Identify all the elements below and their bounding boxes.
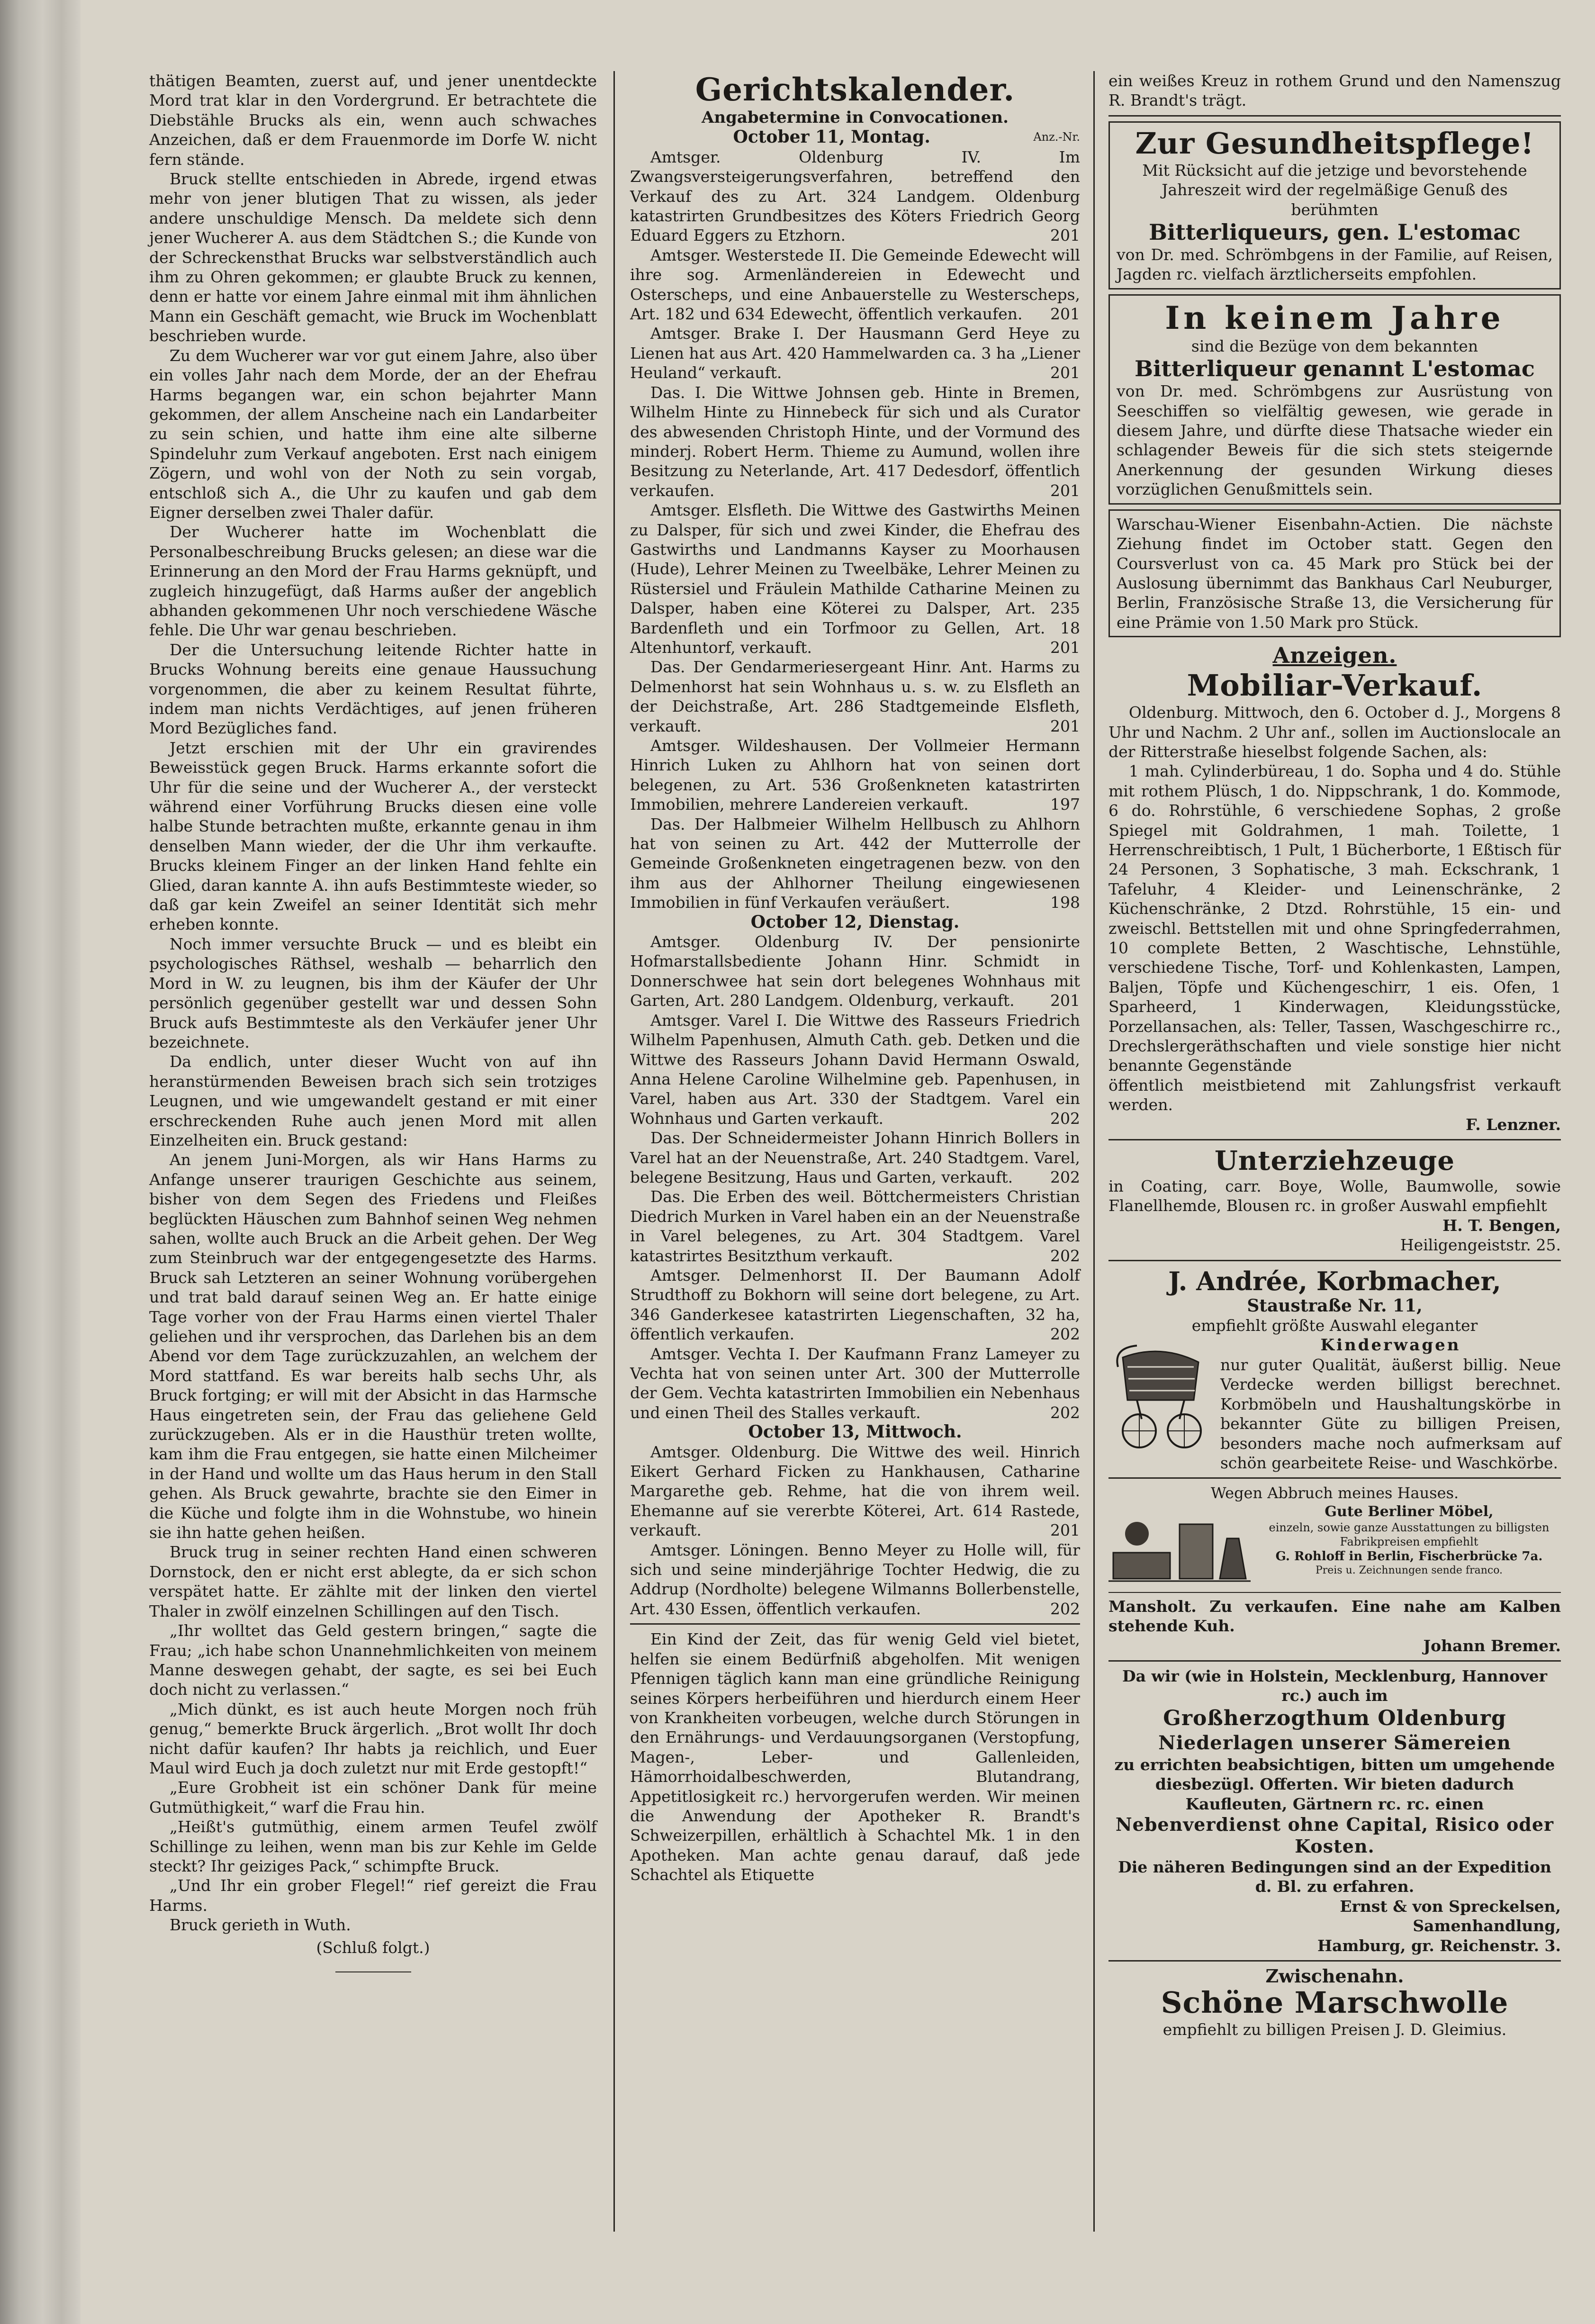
ad-gesundheitspflege	[1108, 121, 1561, 289]
ad-items: 1 mah. Cylinderbüreau, 1 do. Sopha und 4 do. Stühle mit rothem Plüsch, 1 do. Nippschrank, 1 do. Kommode, 6 do. Rohrstühle, 6 verschiedene Sophas, 2 große Spiegel mit Goldrahmen, 1 mah. Toilette, 1 Herrenschreibtisch, 1 Pult, 1 Bücherborte, 1 Eßtisch für 24 Personen, 3 Sophatische, 3 mah. Eckschrank, 1 Tafeluhr, 4 Kleider- und Leinenschränke, 2 Küchenschränke, 2 Dtzd. Rohrstühle, 15 ein- und zweischl. Bettstellen mit und ohne Springfederrahmen, 10 complete Betten, 2 Waschtische, Lehnstühle, verschiedene Tische, Torf- und Kohlenkasten, Lampen, Baljen, Töpfe und Küchengeschirr, 1 eis. Ofen, 1 Sparheerd, 1 Kinderwagen, Kleidungsstücke, Porzellansachen, als: Teller, Tassen, Waschgeschirre rc., Drechslergeräthschaften und viele sonstige hier nicht benannte Gegenstände	[1108, 762, 1561, 1075]
story-paragraph: „Mich dünkt, es ist auch heute Morgen noch früh genug,“ bemerkte Bruck ärgerlich. „Brot wollt Ihr doch nicht dafür kaufen? Ihr habts ja reichlich, und Euer Maul wird Euch ja doch zuletzt nur mit Erde gestopft!“	[149, 1700, 597, 1777]
story-paragraph: An jenem Juni-Morgen, als wir Hans Harms zu Anfange unserer traurigen Geschichte aus seinem, bisher von dem Segen des Friedens und Fleißes beglückten Häuschen zum Bahnhof seinen Weg nehmen sahen, wollte auch Bruck an die Arbeit gehen. Der Weg zum Steinbruch war der entgegengesetzte des Harms. Bruck sah Letzteren an seiner Wohnung vorübergehen und trat bald darauf seinen Weg an. Er hatte einige Tage vorher von der Frau Harms einen viertel Thaler geliehen und ihr versprochen, das Darlehen bis an dem Abend vor dem Tage zurückzuzahlen, an welchem der Mord stattfand. Es war bereits halb sechs Uhr, als Bruck fortging; er will mit der Absicht in das Harmsche Haus eingetreten sein, der Frau das geliehene Geld zurückzugeben. Als er in die Hausthür treten wollte, kam ihm die Frau entgegen, sie hatte einen Milcheimer in der Hand und wollte um das Haus herum in den Stall gehen. Als Bruck gewahrte, brachte sie den Eimer in die Küche und folgte ihm in die Wohnstube, wo hinein sie ihn hatte gehen heißen.	[149, 1150, 597, 1542]
calendar-subtitle: Angabetermine in Convocationen.	[702, 108, 1009, 127]
ad-text: nur guter Qualität, äußerst billig. Neue Verdecke werden billigst berechnet. Korbmöbeln und Haushaltungskörbe in bekannter Güte zu billigen Preisen, besonders mache noch aufmerksam auf schön gearbeitete Reise- und Waschkörbe.	[1220, 1355, 1561, 1472]
calendar-title: Gerichtskalender.	[695, 71, 1015, 108]
ad-title: Zur Gesundheitspflege!	[1135, 126, 1534, 161]
calendar-entry: Amtsger. Wildeshausen. Der Vollmeier Hermann Hinrich Luken zu Ahlhorn hat von seinen dort belegenen, zu Art. 536 Großenkneten katastrirten Immobilien, mehrere Landereien verkauft. 197	[630, 736, 1080, 814]
section-rule	[1108, 1477, 1561, 1479]
section-rule	[1108, 1139, 1561, 1140]
calendar-entry: Amtsger. Oldenburg IV. Im Zwangsversteigerungsverfahren, betreffend den Verkauf des zu Art. 324 Landgem. Oldenburg katastrirten Grundbesitzes des Köters Friedrich Georg Eduard Eggers zu Etzhorn. 201	[630, 147, 1080, 245]
calendar-entry: Das. Der Schneidermeister Johann Hinrich Bollers in Varel hat an der Neuenstraße, Art. 240 Stadtgem. Varel, belegene Besitzung, Haus und Garten, verkauft. 202	[630, 1129, 1080, 1186]
ad-title: Nebenverdienst ohne Capital, Risico oder Kosten.	[1115, 1814, 1554, 1857]
ad-title: Schöne Marschwolle	[1161, 1985, 1509, 2020]
calendar-entry: Amtsger. Westerstede II. Die Gemeinde Edewecht will ihre sog. Armenländereien in Edewecht und Osterscheps, und eine Anbauerstelle zu Westerscheps, Art. 182 und 634 Edewecht, öffentlich verkaufen. 201	[630, 245, 1080, 324]
section-rule	[1108, 1660, 1561, 1662]
ad-text: Preis u. Zeichnungen sende franco.	[1315, 1564, 1503, 1576]
story-paragraph: Der Wucherer hatte im Wochenblatt die Personalbeschreibung Brucks gelesen; an diese war die Erinnerung an den Mord der Frau Harms geknüpft, und zugleich hinzugefügt, daß Harms außer der angeblich abhanden gekommenen Uhr noch verschiedene Wäsche fehle. Die Uhr war genau beschrieben.	[149, 523, 597, 640]
column-rule	[613, 71, 615, 2232]
ad-text: von Dr. med. Schrömbgens in der Familie, auf Reisen, Jagden rc. vielfach ärztlicherseits empfohlen.	[1117, 245, 1553, 284]
column-story	[149, 71, 597, 1972]
brandt-continuation: ein weißes Kreuz in rothem Grund und den Namenszug R. Brandt's trägt.	[1108, 72, 1561, 110]
calendar-entry: Amtsger. Brake I. Der Hausmann Gerd Heye zu Lienen hat aus Art. 420 Hammelwarden ca. 3 ha „Liener Heuland“ verkauft. 201	[630, 324, 1080, 382]
calendar-entry: Amtsger. Elsfleth. Die Wittwe des Gastwirths Meinen zu Dalsper, für sich und zwei Kinder, die Ehefrau des Gastwirths und Landmanns Kayser zu Moorhausen (Hude), Lehrer Meinen zu Tweelbäke, Lehrer Meinen zu Rüstersiel und Fräulein Mathilde Catharine Meinen zu Dalsper, haben eine Köterei zu Dalsper, Art. 235 Bardenfleth und ein Torfmoor zu Gellen, Art. 18 Altenhuntorf, verkauft. 201	[630, 501, 1080, 657]
ad-product: Bitterliqueurs, gen. L'estomac	[1149, 219, 1521, 245]
day-heading: October 11, Montag. Anz.-Nr.	[733, 127, 1080, 147]
calendar-entry: Das. Der Gendarmeriesergeant Hinr. Ant. Harms zu Delmenhorst hat sein Wohnhaus u. s. w. zu Elsfleth an der Deichstraße, Art. 286 Stadtgemeinde Elsfleth, verkauft. 201	[630, 658, 1080, 735]
story-paragraph: Bruck stellte entschieden in Abrede, irgend etwas mehr von jener blutigen That zu wissen, als jeder andere unschuldige Mensch. Da meldete sich denn jener Wucherer A. aus dem Städtchen S.; die Kunde von der Schreckensthat Brucks war selbstverständlich auch ihm zu Ohren gekommen; er glaubte Bruck zu kennen, denn er hatte vor einem Jahre einmal mit ihm ähnlichen Mann ein Geschäft gemacht, wie Bruck im Wochenblatt beschrieben wurde.	[149, 170, 597, 345]
continued-note: (Schluß folgt.)	[316, 1938, 430, 1957]
ad-text: öffentlich meistbietend mit Zahlungsfrist verkauft werden.	[1108, 1076, 1561, 1114]
story-paragraph: „Eure Grobheit ist ein schöner Dank für meine Gutmüthigkeit,“ warf die Frau hin.	[149, 1778, 597, 1817]
ad-product: Bitterliqueur genannt L'estomac	[1135, 356, 1535, 382]
ad-signature: Ernst & von Spreckelsen,	[1340, 1897, 1561, 1916]
calendar-entry: Das. Der Halbmeier Wilhelm Hellbusch zu Ahlhorn hat von seinen zu Art. 442 der Mutterrolle der Gemeinde Großenkneten eingetragenen bezw. von den ihm aus der Ahlhorner Theilung eingewiesenen Immobilien in fünf Verkaufen veräußert. 198	[630, 814, 1080, 912]
section-rule	[1108, 1260, 1561, 1261]
ad-text: Mit Rücksicht auf die jetzige und bevorstehende Jahreszeit wird der regelmäßige Genuß des berühmten	[1142, 161, 1527, 219]
ad-text: von Dr. med. Schrömbgens zur Ausrüstung von Seeschiffen so vielfältig gewesen, wie gerade in diesem Jahre, und dürfte diese Thatsache wieder ein schlagender Beweis für die sich stets steigernde Anerkennung der gesunden Wirkung dieses vorzüglichen Genußmittels sein.	[1117, 382, 1553, 499]
ad-text: sind die Bezüge von dem bekannten	[1191, 336, 1478, 355]
story-paragraph: Da endlich, unter dieser Wucht von auf ihn heranstürmenden Beweisen brach sich sein trotziges Leugnen, und wie umgewandelt gestand er mit einer erschreckenden Ruhe auch jenen Mord mit allen Einzelheiten ein. Bruck gestand:	[149, 1052, 597, 1149]
section-rule	[1108, 115, 1561, 117]
story-paragraph: „Und Ihr ein grober Flegel!“ rief gereizt die Frau Harms.	[149, 1876, 597, 1915]
ad-text: Die näheren Bedingungen sind an der Expedition d. Bl. zu erfahren.	[1118, 1858, 1551, 1896]
calendar-entry: Amtsger. Vechta I. Der Kaufmann Franz Lameyer zu Vechta hat von seinen unter Art. 300 der Mutterrolle der Gem. Vechta katastrirten Immobilien ein Nebenhaus und einen Theil des Stalles verkauft. 202	[630, 1344, 1080, 1422]
ad-text: in Coating, carr. Boye, Wolle, Baumwolle, sowie Flanellhemde, Blousen rc. in großer Auswahl empfiehlt	[1108, 1177, 1561, 1215]
end-rule	[335, 1971, 411, 1972]
section-rule	[630, 1623, 1080, 1625]
ad-text: Warschau-Wiener Eisenbahn-Actien. Die nächste Ziehung findet im October statt. Gegen den Coursverlust von ca. 45 Mark pro Stück bei der Auslosung übernimmt das Bankhaus Carl Neuburger, Berlin, Französische Straße 13, die Versicherung für eine Prämie von 1.50 Mark pro Stück.	[1117, 515, 1553, 632]
ad-text: einzeln, sowie ganze Ausstattungen zu billigsten Fabrikpreisen empfiehlt	[1269, 1520, 1550, 1548]
anzeigen-heading: Anzeigen.	[1272, 642, 1397, 669]
calendar-entry: Das. I. Die Wittwe Johnsen geb. Hinte in Bremen, Wilhelm Hinte zu Hinnebeck für sich und als Curator des abwesenden Christoph Hinte, und der Vormund des minderj. Robert Herm. Thieme zu Aumund, wollen ihre Besitzung zu Neterlande, Art. 417 Dedesdorf, öffentlich verkaufen. 201	[630, 383, 1080, 500]
ad-keyword: Kinderwagen	[1320, 1335, 1461, 1355]
story-paragraph: „Heißt's gutmüthig, einem armen Teufel zwölf Schillinge zu leihen, wenn man bis zur Kehle im Gelde steckt? Ihr geiziges Pack,“ schimpfte Bruck.	[149, 1818, 597, 1875]
ad-warschau-wiener	[1108, 509, 1561, 637]
day-heading: October 12, Dienstag.	[750, 912, 960, 932]
ad-address: Heiligengeiststr. 25.	[1400, 1236, 1561, 1255]
calendar-entry: Amtsger. Delmenhorst II. Der Baumann Adolf Strudthoff zu Bokhorn will seine dort belegene, zu Art. 346 Ganderkesee katastrirten Liegenschaften, 32 ha, öffentlich verkaufen. 202	[630, 1266, 1080, 1344]
column-rule	[1093, 71, 1095, 2232]
section-rule	[1108, 1592, 1561, 1593]
column-ads	[1108, 71, 1561, 2040]
story-paragraph: Zu dem Wucherer war vor gut einem Jahre, also über ein volles Jahr nach dem Morde, der an der Ehefrau Harms begangen war, ein schon bejahrter Mann gekommen, der allem Anscheine nach ein Landarbeiter zu sein schien, und hatte ihm eine alte silberne Spindeluhr zum Verkauf angeboten. Erst nach einigem Zögern, und wohl von der Noth zu sein vorgab, entschloß sich A., die Uhr zu kaufen und gab dem Eigner derselben zwei Thaler dafür.	[149, 346, 597, 522]
story-paragraph: Der die Untersuchung leitende Richter hatte in Brucks Wohnung bereits eine genaue Haussuchung vorgenommen, die aber zu keinem Resultat führte, indem man nichts Verdächtiges, auf jenen früheren Mord Bezügliches fand.	[149, 640, 597, 738]
baby-carriage-illustration	[1108, 1338, 1213, 1452]
calendar-entry: Amtsger. Oldenburg IV. Der pensionirte Hofmarstallsbediente Johann Hinr. Schmidt in Donnerschwee hat sein dort belegenes Wohnhaus mit Garten, Art. 280 Landgem. Oldenburg, verkauft. 201	[630, 932, 1080, 1010]
ad-text: empfiehlt zu billigen Preisen J. D. Gleimius.	[1162, 2020, 1507, 2039]
furniture-illustration	[1108, 1505, 1251, 1588]
calendar-entry: Das. Die Erben des weil. Böttchermeisters Christian Diedrich Murken in Varel haben ein an der Neuenstraße in Varel belegenes, zu Art. 304 Stadtgem. Varel katastrirtes Besitzthum verkauft. 202	[630, 1187, 1080, 1265]
ad-signature: Johann Bremer.	[1423, 1636, 1561, 1655]
story-paragraph: Bruck trug in seiner rechten Hand einen schweren Dornstock, den er nicht erst ablegte, da er sich schon verspätet hatte. Er zählte mit der linken den viertel Thaler in zwölf einzelnen Schillingen auf den Tisch.	[149, 1543, 597, 1620]
ad-title: Niederlagen unserer Sämereien	[1158, 1731, 1511, 1754]
ad-text: Oldenburg. Mittwoch, den 6. October d. J., Morgens 8 Uhr und Nachm. 2 Uhr anf., sollen im Auctionslocale an der Ritterstraße hieselbst folgende Sachen, als:	[1108, 703, 1561, 761]
story-paragraph: Noch immer versuchte Bruck — und es bleibt ein psychologisches Räthsel, weshalb — beharrlich den Mord in W. zu leugnen, bis ihm der Käufer der Uhr persönlich gegenüber gestellt war und dessen Sohn Bruck aufs Bestimmteste als den Verkäufer jener Uhr bezeichnete.	[149, 934, 597, 1051]
ad-signature: H. T. Bengen,	[1442, 1216, 1561, 1235]
ad-signature: Hamburg, gr. Reichenstr. 3.	[1317, 1936, 1561, 1955]
calendar-entry: Amtsger. Löningen. Benno Meyer zu Holle will, für sich und seine minderjährige Tochter Hedwig, die zu Addrup (Nordholte) belegene Wilmanns Bollerbenstelle, Art. 430 Essen, öffentlich verkaufen. 202	[630, 1540, 1080, 1618]
ad-title: J. Andrée, Korbmacher,	[1168, 1266, 1501, 1296]
ad-place: Zwischenahn.	[1265, 1965, 1404, 1987]
calendar-entry: Amtsger. Oldenburg. Die Wittwe des weil. Hinrich Eikert Gerhard Ficken zu Hankhausen, Catharine Margarethe geb. Rehme, hat die von ihrem weil. Ehemanne auf sie vererbte Köterei, Art. 614 Rastede, verkauft. 201	[630, 1442, 1080, 1540]
ad-text: empfiehlt größte Auswahl eleganter	[1191, 1316, 1478, 1335]
ad-title: Wegen Abbruch meines Hauses.	[1210, 1484, 1459, 1502]
ad-in-keinem-jahre	[1108, 294, 1561, 505]
brandt-pills-ad: Ein Kind der Zeit, das für wenig Geld viel bietet, helfen sie einem Bedürfniß abgeholfen. Mit wenigen Pfennigen täglich kann man eine gründliche Reinigung seines Körpers herbeiführen und hierdurch einem Heer von Krankheiten vorbeugen, welche durch Störungen in den Ernährungs- und Verdauungsorganen (Verstopfung, Magen-, Leber- und Gallenleiden, Hämorrhoidalbeschwerden, Blutandrang, Appetitlosigkeit rc.) hervorgerufen werden. Wir meinen die Anwendung der Apotheker R. Brandt's Schweizerpillen, erhältlich à Schachtel Mk. 1 in den Apotheken. Man achte genau darauf, daß jede Schachtel als Etiquette	[630, 1630, 1080, 1884]
ad-signature: Samenhandlung,	[1413, 1917, 1561, 1935]
story-paragraph: thätigen Beamten, zuerst auf, und jener unentdeckte Mord trat klar in den Vordergrund. Er betrachtete die Diebstähle Brucks als ein, wenn auch schwaches Anzeichen, daß er dem Frauenmorde im Dorfe W. nicht fern stände.	[149, 72, 597, 169]
ad-title: Mobiliar-Verkauf.	[1187, 668, 1483, 703]
ad-text: Mansholt. Zu verkaufen. Eine nahe am Kalben stehende Kuh.	[1108, 1597, 1561, 1636]
story-paragraph: Jetzt erschien mit der Uhr ein gravirendes Beweisstück gegen Bruck. Harms erkannte sofort die Uhr für die seine und der Wucherer A., der versteckt während einer Vorführung Brucks diesen eine volle halbe Stunde betrachten mußte, erkannte genau in ihm denselben Mann wieder, der die Uhr ihm verkaufte. Brucks kleinem Finger an der linken Hand fehlte ein Glied, daran kannte A. ihn aufs Bestimmteste wieder, so daß gar kein Zweifel an seiner Identität sich mehr erheben konnte.	[149, 738, 597, 934]
ad-title: Großherzogthum Oldenburg	[1163, 1706, 1506, 1730]
story-paragraph: Bruck gerieth in Wuth.	[169, 1916, 351, 1935]
calendar-entry: Amtsger. Varel I. Die Wittwe des Rasseurs Friedrich Wilhelm Papenhusen, Almuth Cath. geb. Detken und die Wittwe des Rasseurs Johann David Hermann Oswald, Anna Helene Caroline Wilhelmine geb. Papenhusen, in Varel, haben aus Art. 330 der Stadtgem. Varel ein Wohnhaus und Garten verkauft. 202	[630, 1011, 1080, 1128]
ad-text: G. Rohloff in Berlin, Fischerbrücke 7a.	[1275, 1549, 1543, 1564]
section-rule	[1108, 1960, 1561, 1962]
ad-text: zu errichten beabsichtigen, bitten um umgehende diesbezügl. Offerten. Wir bieten dadurch Kaufleuten, Gärtnern rc. rc. einen	[1114, 1755, 1555, 1813]
story-paragraph: „Ihr wolltet das Geld gestern bringen,“ sagte die Frau; „ich habe schon Unannehmlichkeiten von meinem Manne deswegen gehabt, der sagte, es sei bei Euch doch nicht zu verlassen.“	[149, 1621, 597, 1699]
ad-title: In keinem Jahre	[1165, 299, 1505, 336]
ad-address: Staustraße Nr. 11,	[1247, 1295, 1423, 1316]
ad-text: Gute Berliner Möbel,	[1325, 1503, 1494, 1520]
column-court-calendar	[630, 71, 1080, 1885]
book-binding	[0, 0, 81, 2324]
ad-title: Unterziehzeuge	[1215, 1145, 1455, 1177]
day-heading: October 13, Mittwoch.	[748, 1422, 962, 1442]
ad-signature: F. Lenzner.	[1466, 1115, 1561, 1134]
anz-nr-label: Anz.-Nr.	[1033, 130, 1080, 144]
ad-text: Da wir (wie in Holstein, Mecklenburg, Hannover rc.) auch im	[1122, 1666, 1548, 1705]
